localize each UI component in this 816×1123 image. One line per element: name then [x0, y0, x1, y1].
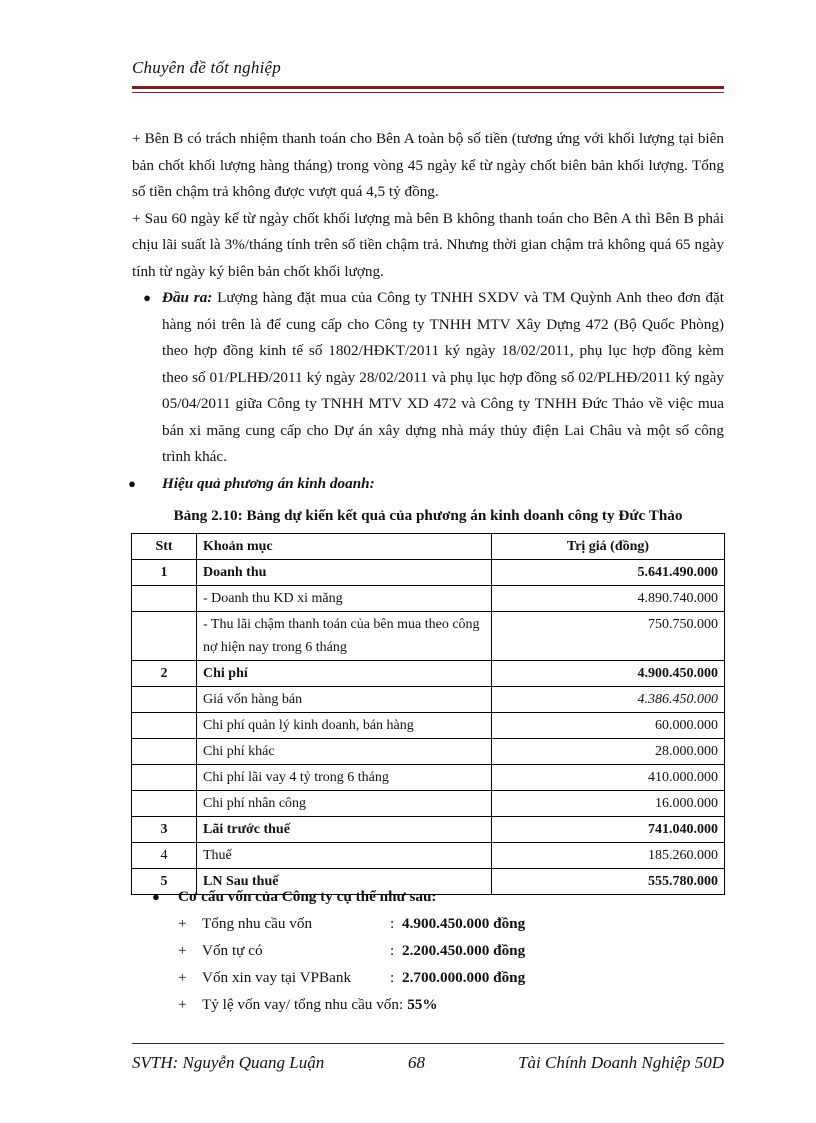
footer-page-number: 68 [408, 1053, 425, 1072]
row-stt [132, 612, 197, 661]
table-row [132, 713, 725, 739]
capital-ratio-label: Tỷ lệ vốn vay/ tổng nhu cầu vốn: [202, 995, 404, 1013]
row-value: 555.780.000 [492, 869, 725, 895]
header-rule-thin [132, 92, 724, 93]
capital-item-label: Tổng nhu cầu vốn [202, 914, 313, 932]
row-value: 750.750.000 [492, 612, 725, 661]
paragraph-payment-terms: + Bên B có trách nhiệm thanh toán cho Bên A toàn bộ số tiền (tương ứng với khối lượng tại biên bản chốt khối lượng hàng tháng) trong vòng 45 ngày kể từ ngày chốt biên bản khối lượng. Tổng số tiền chậm trả không được vượt quá 4,5 tỷ đồng. [132, 130, 724, 200]
row-value: 5.641.490.000 [492, 560, 725, 586]
row-item: Thuế [197, 843, 492, 869]
row-item: - Thu lãi chậm thanh toán của bên mua theo công nợ hiện nay trong 6 tháng [197, 612, 492, 661]
footer-class: Tài Chính Doanh Nghiệp 50D [518, 1053, 724, 1072]
row-item: Chi phí nhân công [197, 791, 492, 817]
capital-item [152, 910, 724, 937]
bullet-dot-icon: ● [152, 889, 160, 904]
row-value: 4.386.450.000 [492, 687, 725, 713]
row-item: - Doanh thu KD xi măng [197, 586, 492, 612]
row-item: Lãi trước thuế [197, 817, 492, 843]
header-item: Khoản mục [197, 534, 492, 560]
row-stt: 3 [132, 817, 197, 843]
row-value: 60.000.000 [492, 713, 725, 739]
row-stt [132, 713, 197, 739]
plus-icon: + [178, 941, 187, 959]
table-row [132, 661, 725, 687]
capital-item [152, 964, 724, 991]
paragraph-output [162, 285, 724, 471]
header-rule-thick [132, 86, 724, 89]
row-value: 28.000.000 [492, 739, 725, 765]
output-label: Đầu ra: [162, 289, 213, 306]
capital-item-value: 2.700.000.000 đồng [402, 968, 526, 986]
paragraph-late-interest: + Sau 60 ngày kể từ ngày chốt khối lượng mà bên B không thanh toán cho Bên A thì Bên B phải chịu lãi suất là 3%/tháng tính trên số tiền chậm trả. Nhưng thời gian chậm trả không quá 65 ngày tính từ ngày ký biên bản chốt khối lượng. [132, 209, 724, 280]
body-text [128, 126, 725, 497]
row-item: Chi phí khác [197, 739, 492, 765]
row-value: 16.000.000 [492, 791, 725, 817]
capital-item-value: 4.900.450.000 đồng [402, 914, 526, 932]
row-item: Giá vốn hàng bán [197, 687, 492, 713]
header-value: Trị giá (đồng) [492, 534, 725, 560]
row-stt [132, 765, 197, 791]
row-stt [132, 739, 197, 765]
row-stt [132, 791, 197, 817]
row-item: Doanh thu [197, 560, 492, 586]
footer-student: SVTH: Nguyễn Quang Luận [132, 1053, 325, 1072]
row-item: Chi phí lãi vay 4 tỷ trong 6 tháng [197, 765, 492, 791]
table-row [132, 765, 725, 791]
output-text: Lượng hàng đặt mua của Công ty TNHH SXDV và TM Quỳnh Anh theo đơn đặt hàng nói trên là để cung cấp cho Công ty TNHH MTV Xây Dựng 472 (Bộ Quốc Phòng) theo hợp đồng kinh tế số 1802/HĐKT/2011 ký ngày 18/02/2011, phụ lục hợp đồng kèm theo số 01/PLHĐ/2011 ký ngày 28/02/2011 và phụ lục hợp đồng số 02/PLHĐ/2011 ký ngày 05/04/2011 giữa Công ty TNHH MTV XD 472 và Công ty TNHH Đức Thảo về việc mua bán xi măng cung cấp cho Dự án xây dựng nhà máy thủy điện Lai Châu và một số công trình khác. [162, 289, 725, 465]
table-header-row [132, 534, 725, 560]
capital-structure [152, 884, 724, 1018]
table-row [132, 791, 725, 817]
capital-heading: Cơ cấu vốn của Công ty cụ thể như sau: [178, 888, 437, 905]
capital-item-label: Vốn xin vay tại VPBank [202, 968, 352, 986]
colon: : [390, 941, 395, 959]
row-value: 741.040.000 [492, 817, 725, 843]
page-footer [132, 1053, 724, 1077]
row-value: 410.000.000 [492, 765, 725, 791]
header-title: Chuyên đề tốt nghiệp [132, 58, 281, 77]
table-row [132, 817, 725, 843]
row-stt: 2 [132, 661, 197, 687]
table-row [132, 739, 725, 765]
table-row [132, 612, 725, 661]
table-caption: Bảng 2.10: Bảng dự kiến kết quả của phương án kinh doanh công ty Đức Thảo [173, 507, 683, 524]
colon: : [390, 968, 395, 986]
plus-icon: + [178, 914, 187, 932]
capital-ratio-value: 55% [407, 995, 438, 1013]
business-plan-table [131, 533, 725, 895]
row-stt [132, 687, 197, 713]
row-stt: 4 [132, 843, 197, 869]
row-item: LN Sau thuế [197, 869, 492, 895]
row-item: Chi phí quản lý kinh doanh, bán hàng [197, 713, 492, 739]
plus-icon: + [178, 995, 187, 1013]
row-value: 4.900.450.000 [492, 661, 725, 687]
table-row [132, 560, 725, 586]
footer-rule [132, 1043, 724, 1044]
bullet-dot-icon: ● [143, 290, 151, 305]
capital-item-label: Vốn tự có [202, 941, 263, 959]
capital-item-value: 2.200.450.000 đồng [402, 941, 526, 959]
plus-icon: + [178, 968, 187, 986]
table-row [132, 843, 725, 869]
bullet-output [132, 285, 724, 471]
row-stt: 5 [132, 869, 197, 895]
header-stt: Stt [132, 534, 197, 560]
capital-heading-line [152, 884, 724, 910]
table-row [132, 586, 725, 612]
bullet-dot-icon: ● [128, 475, 136, 491]
capital-item [152, 937, 724, 964]
row-stt [132, 586, 197, 612]
bullet-efficiency [102, 471, 724, 498]
row-item: Chi phí [197, 661, 492, 687]
colon: : [390, 914, 395, 932]
row-value: 4.890.740.000 [492, 586, 725, 612]
efficiency-heading: Hiệu quả phương án kinh doanh: [162, 474, 375, 492]
capital-ratio [152, 991, 724, 1018]
row-stt: 1 [132, 560, 197, 586]
page-header [132, 58, 724, 78]
row-value: 185.260.000 [492, 843, 725, 869]
table-row [132, 687, 725, 713]
